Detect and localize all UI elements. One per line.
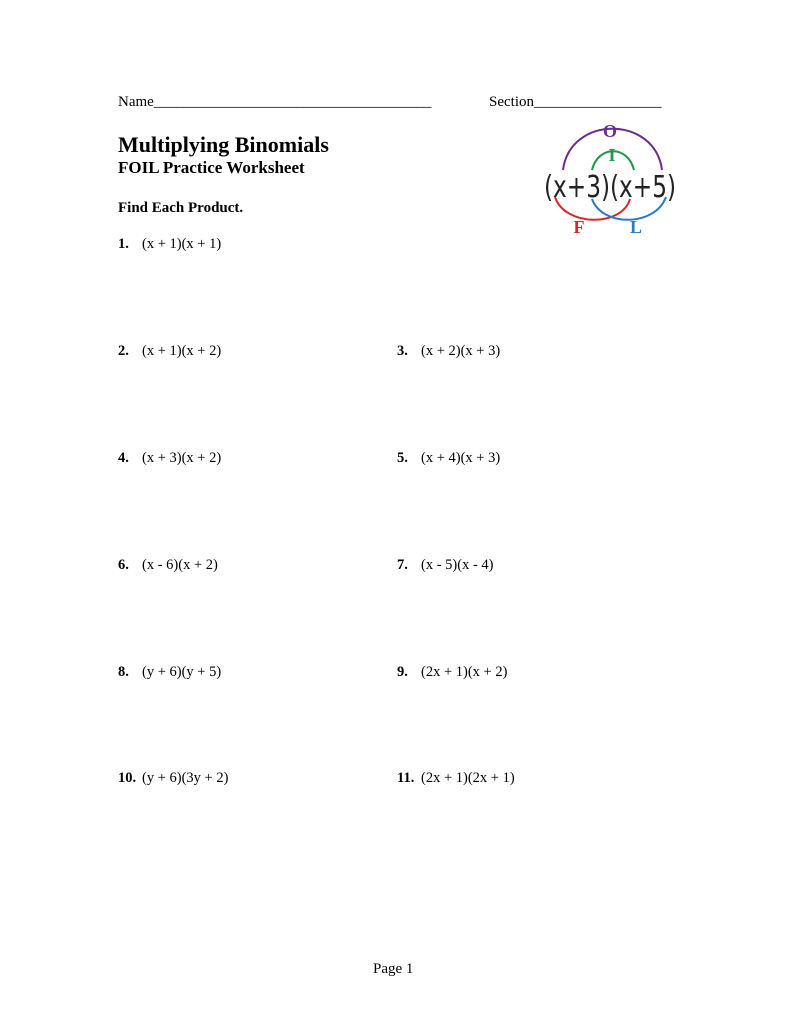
- problem-number: 11.: [397, 770, 415, 786]
- problem-3: [397, 344, 500, 359]
- problem-expression: (x + 1)(x + 2): [142, 343, 222, 359]
- foil-letter-f: F: [573, 217, 585, 237]
- problem-number: 10.: [118, 770, 137, 786]
- problem-expression: (2x + 1)(x + 2): [421, 664, 508, 680]
- problem-8: [118, 665, 221, 680]
- problem-number: 6.: [118, 557, 129, 573]
- foil-letter-i: I: [608, 145, 616, 165]
- problem-expression: (2x + 1)(2x + 1): [421, 770, 515, 786]
- problem-number: 5.: [397, 450, 408, 466]
- problem-7: [397, 558, 493, 573]
- problem-1: [118, 237, 221, 252]
- problem-number: 7.: [397, 557, 408, 573]
- problem-expression: (x + 4)(x + 3): [421, 450, 501, 466]
- problem-number: 2.: [118, 343, 129, 359]
- problem-expression: (x + 2)(x + 3): [421, 343, 501, 359]
- problem-6: [118, 558, 218, 573]
- problem-expression: (y + 6)(y + 5): [142, 664, 222, 680]
- problem-expression: (y + 6)(3y + 2): [142, 770, 229, 786]
- name-field[interactable]: Name_____________________________________: [118, 94, 432, 110]
- foil-letter-o: O: [602, 121, 618, 141]
- page-subtitle: FOIL Practice Worksheet: [118, 158, 305, 177]
- foil-expression: (x+3)(x+5): [544, 170, 676, 205]
- section-field[interactable]: Section_________________: [489, 94, 662, 110]
- instructions: Find Each Product.: [118, 200, 244, 216]
- problem-expression: (x + 1)(x + 1): [142, 236, 222, 252]
- problem-expression: (x + 3)(x + 2): [142, 450, 222, 466]
- problem-expression: (x - 5)(x - 4): [421, 557, 494, 573]
- foil-letter-l: L: [629, 217, 643, 237]
- problem-5: [397, 451, 500, 466]
- page-title: Multiplying Binomials: [118, 132, 329, 157]
- problem-number: 4.: [118, 450, 129, 466]
- problem-expression: (x - 6)(x + 2): [142, 557, 218, 573]
- page-number: Page 1: [373, 961, 414, 977]
- problem-number: 9.: [397, 664, 408, 680]
- problem-number: 8.: [118, 664, 129, 680]
- problem-number: 1.: [118, 236, 129, 252]
- problem-2: [118, 344, 221, 359]
- problem-9: [397, 665, 507, 680]
- problem-4: [118, 451, 221, 466]
- problem-number: 3.: [397, 343, 408, 359]
- problem-10: [118, 771, 228, 786]
- foil-diagram: [530, 115, 690, 240]
- problem-11: [397, 771, 515, 786]
